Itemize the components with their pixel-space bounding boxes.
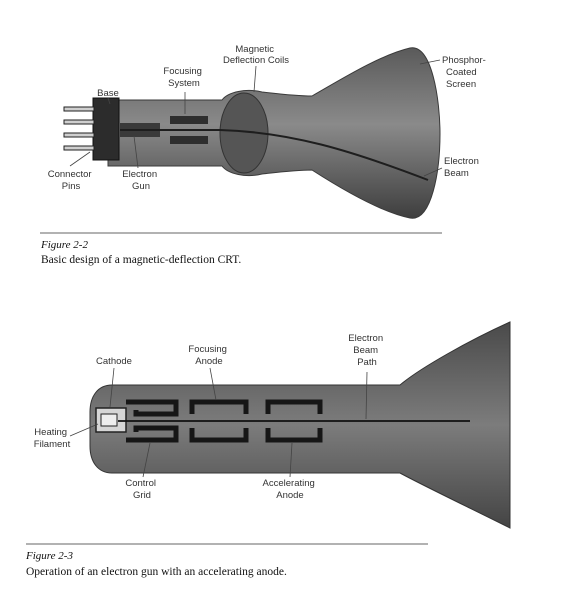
label-electron-gun-1: Electron	[122, 169, 158, 180]
focusing-system-bottom	[170, 136, 208, 144]
label-base: Base	[97, 88, 119, 99]
label-accelerating-anode	[263, 478, 318, 501]
heating-filament	[101, 414, 117, 426]
label-electron-beam-2: Beam	[444, 168, 469, 179]
label-focusing-anode-2: Anode	[195, 356, 223, 367]
label-heating-filament-2: Filament	[33, 439, 71, 450]
label-electron-beam-path-1: Electron	[348, 333, 384, 344]
figure-2-2-diagram	[48, 44, 489, 218]
connector-pins	[64, 107, 94, 150]
label-heating-filament	[34, 427, 71, 450]
crt-base	[93, 98, 119, 160]
label-connector-pins-1: Connector	[47, 169, 92, 180]
label-accelerating-anode-1: Accelerating	[262, 478, 315, 489]
label-phosphor-coated-screen	[442, 55, 488, 90]
label-connector-pins	[48, 169, 94, 192]
label-control-grid-1: Control	[125, 478, 156, 489]
label-focusing-system	[163, 66, 204, 89]
label-phosphor-1: Phosphor-	[442, 55, 486, 66]
label-electron-beam-1: Electron	[444, 156, 479, 167]
label-focusing-system-2: System	[168, 78, 200, 89]
caption-text-2-2: Basic design of a magnetic-deflection CRT.	[41, 254, 242, 266]
label-electron-gun-2: Gun	[132, 181, 150, 192]
caption-number-2-3: Figure 2-3	[26, 550, 73, 562]
label-control-grid-2: Grid	[133, 490, 151, 501]
label-phosphor-2: Coated	[446, 67, 477, 78]
label-electron-gun	[122, 169, 160, 192]
figure-2-3-diagram	[34, 322, 510, 528]
label-focusing-anode	[188, 344, 229, 367]
label-cathode: Cathode	[96, 356, 132, 367]
label-connector-pins-2: Pins	[61, 181, 81, 192]
label-control-grid	[125, 478, 158, 501]
label-magnetic-deflection-coils-2: Deflection Coils	[223, 55, 289, 66]
label-electron-beam	[444, 156, 482, 179]
label-accelerating-anode-2: Anode	[276, 490, 304, 501]
label-focusing-system-1: Focusing	[163, 66, 202, 77]
label-electron-beam-path-2: Beam	[353, 345, 379, 356]
label-focusing-anode-1: Focusing	[188, 344, 227, 355]
label-magnetic-deflection-coils	[223, 44, 289, 66]
focusing-system-top	[170, 116, 208, 124]
label-phosphor-3: Screen	[446, 79, 477, 90]
label-heating-filament-1: Heating	[34, 427, 68, 438]
label-electron-beam-path	[348, 333, 386, 368]
caption-text-2-3: Operation of an electron gun with an accelerating anode.	[26, 566, 287, 578]
label-electron-beam-path-3: Path	[357, 357, 377, 368]
caption-number-2-2: Figure 2-2	[41, 239, 88, 251]
label-magnetic-deflection-coils-1: Magnetic	[235, 44, 274, 55]
